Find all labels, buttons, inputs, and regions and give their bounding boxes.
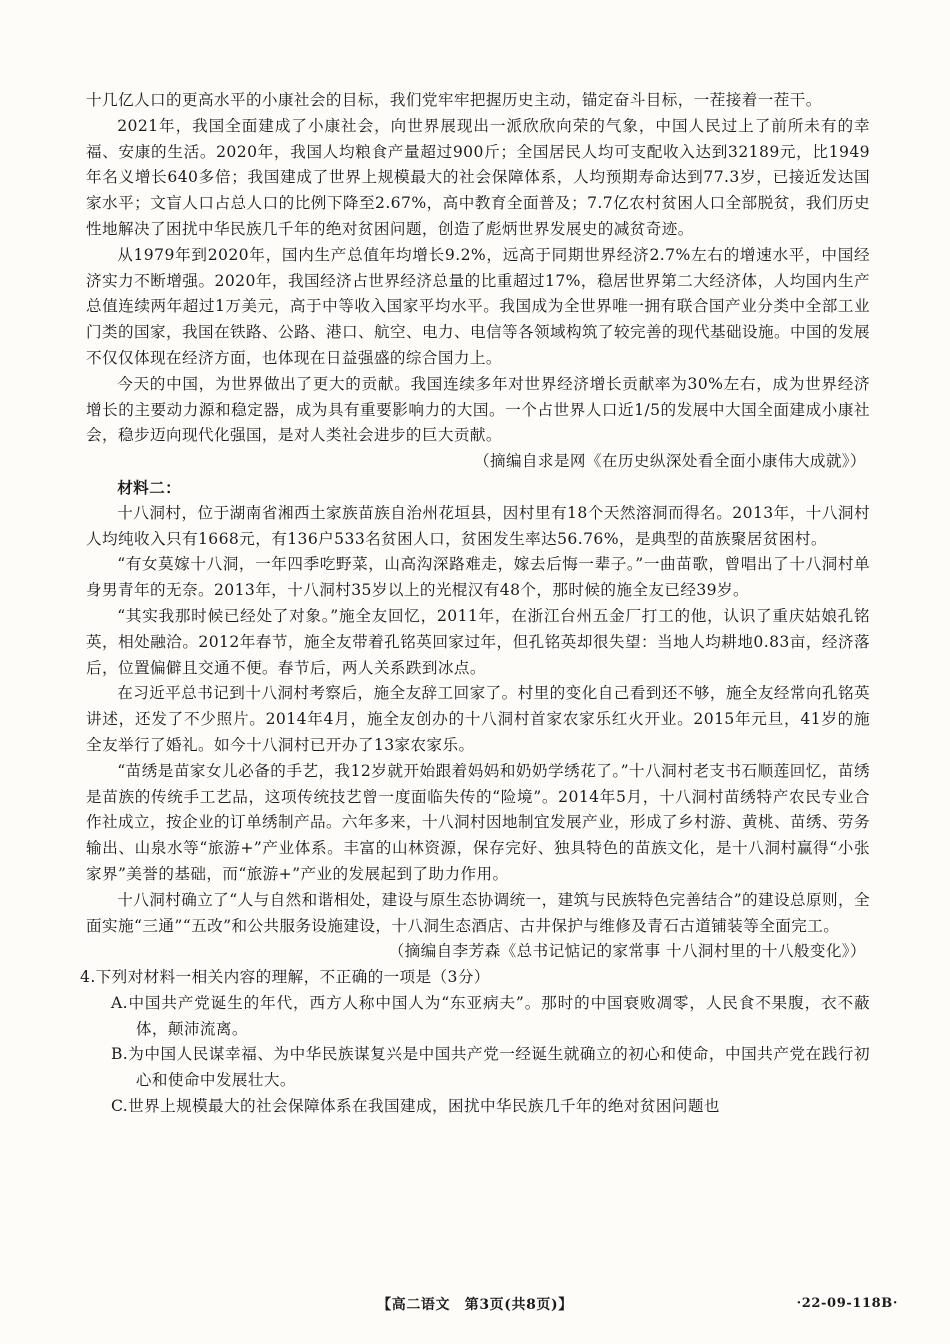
exam-code: ·22-09-118B· bbox=[796, 1296, 898, 1311]
paragraph: 十八洞村，位于湖南省湘西土家族苗族自治州花垣县，因村里有18个天然溶洞而得名。2013年，十八洞村人均纯收入只有1668元，有136户533名贫困人口，贫困发生率达56.76%，是典型的苗族聚居贫困村。 bbox=[86, 503, 870, 548]
paragraph: 十几亿人口的更高水平的小康社会的目标，我们党牢牢把握历史主动，锚定奋斗目标，一茬接着一茬干。 bbox=[86, 91, 822, 109]
paragraph: 十八洞村确立了“人与自然和谐相处，建设与原生态协调统一，建筑与民族特色完善结合”的建设总原则，全面实施“三通”“五改”和公共服务设施建设，十八洞生态酒店、古井保护与维修及青石古道铺装等全面完工。 bbox=[86, 890, 870, 935]
option-c: C.世界上规模最大的社会保障体系在我国建成，困扰中华民族几千年的绝对贫困问题也 bbox=[110, 1097, 720, 1116]
paragraph: 在习近平总书记到十八洞村考察后，施全友辞工回家了。村里的变化自己看到还不够，施全友经常向孔铭英讲述，还发了不少照片。2014年4月，施全友创办的十八洞村首家农家乐红火开业。2015年元旦，41岁的施全友举行了婚礼。如今十八洞村已开办了13家农家乐。 bbox=[86, 684, 870, 754]
paragraph: 2021年，我国全面建成了小康社会，向世界展现出一派欣欣向荣的气象，中国人民过上了前所未有的幸福、安康的生活。2020年，我国人均粮食产量超过900斤；全国居民人均可支配收入达到32189元，比1949年名义增长640多倍；我国建成了世界上规模最大的社会保障体系，人均预期寿命达到77.3岁，已接近发达国家水平；文盲人口占总人口的比例下降至2.67%，高中教育全面普及；7.7亿农村贫困人口全部脱贫，我们历史性地解决了困扰中华民族几千年的绝对贫困问题，创造了彪炳世界发展史的减贫奇迹。 bbox=[86, 116, 870, 238]
source-citation: （摘编自求是网《在历史纵深处看全面小康伟大成就》） bbox=[473, 452, 866, 471]
material-heading: 材料二： bbox=[117, 477, 182, 497]
page-footer: 【高二语文 第3页(共8页)】 bbox=[377, 1297, 573, 1313]
document-body bbox=[80, 88, 870, 1120]
paragraph: “其实我那时候已经处了对象。”施全友回忆，2011年，在浙江台州五金厂打工的他，认识了重庆姑娘孔铭英，相处融洽。2012年春节，施全友带着孔铭英回家过年，但孔铭英却很失望：当地人均耕地0.83亩，经济落后，位置偏僻且交通不便。春节后，两人关系跌到冰点。 bbox=[86, 606, 870, 677]
paragraph: “苗绣是苗家女儿必备的手艺，我12岁就开始跟着妈妈和奶奶学绣花了。”十八洞村老支书石顺莲回忆，苗绣是苗族的传统手工艺品，这项传统技艺曾一度面临失传的“险境”。2014年5月，十八洞村苗绣特产农民专业合作社成立，按企业的订单绣制产品。六年多来，十八洞村因地制宜发展产业，形成了乡村游、黄桃、苗绣、劳务输出、山泉水等“旅游+”产业体系。丰富的山林资源，保存完好、独具特色的苗族文化，是十八洞村赢得“小张家界”美誉的基础，而“旅游+”产业的发展起到了助力作用。 bbox=[86, 761, 870, 883]
paragraph: “有女莫嫁十八洞，一年四季吃野菜，山高沟深路难走，嫁去后悔一辈子。”一曲苗歌，曾唱出了十八洞村单身男青年的无奈。2013年，十八洞村35岁以上的光棍汉有48个，那时候的施全友已经39岁。 bbox=[86, 555, 870, 600]
question-stem: 4.下列对材料一相关内容的理解，不正确的一项是（3分） bbox=[80, 968, 490, 987]
source-citation: （摘编自李芳森《总书记惦记的家常事 十八洞村里的十八般变化》） bbox=[388, 942, 866, 961]
option-a: A.中国共产党诞生的年代，西方人称中国人为“东亚病夫”。那时的中国衰败凋零，人民食不果腹，衣不蔽体，颠沛流离。 bbox=[110, 993, 870, 1038]
paragraph: 从1979年到2020年，国内生产总值年均增长9.2%，远高于同期世界经济2.7%左右的增速水平，中国经济实力不断增强。2020年，我国经济占世界经济总量的比重超过17%，稳居世界第二大经济体，人均国内生产总值连续两年超过1万美元，高于中等收入国家平均水平。我国成为全世界唯一拥有联合国产业分类中全部工业门类的国家，我国在铁路、公路、港口、航空、电力、电信等各领域构筑了较完善的现代基础设施。中国的发展不仅仅体现在经济方面，也体现在日益强盛的综合国力上。 bbox=[86, 245, 870, 367]
paragraph: 今天的中国，为世界做出了更大的贡献。我国连续多年对世界经济增长贡献率为30%左右，成为世界经济增长的主要动力源和稳定器，成为具有重要影响力的大国。一个占世界人口近1/5的发展中大国全面建成小康社会，稳步迈向现代化强国，是对人类社会进步的巨大贡献。 bbox=[86, 374, 870, 445]
option-b: B.为中国人民谋幸福、为中华民族谋复兴是中国共产党一经诞生就确立的初心和使命，中国共产党在践行初心和使命中发展壮大。 bbox=[110, 1045, 870, 1090]
